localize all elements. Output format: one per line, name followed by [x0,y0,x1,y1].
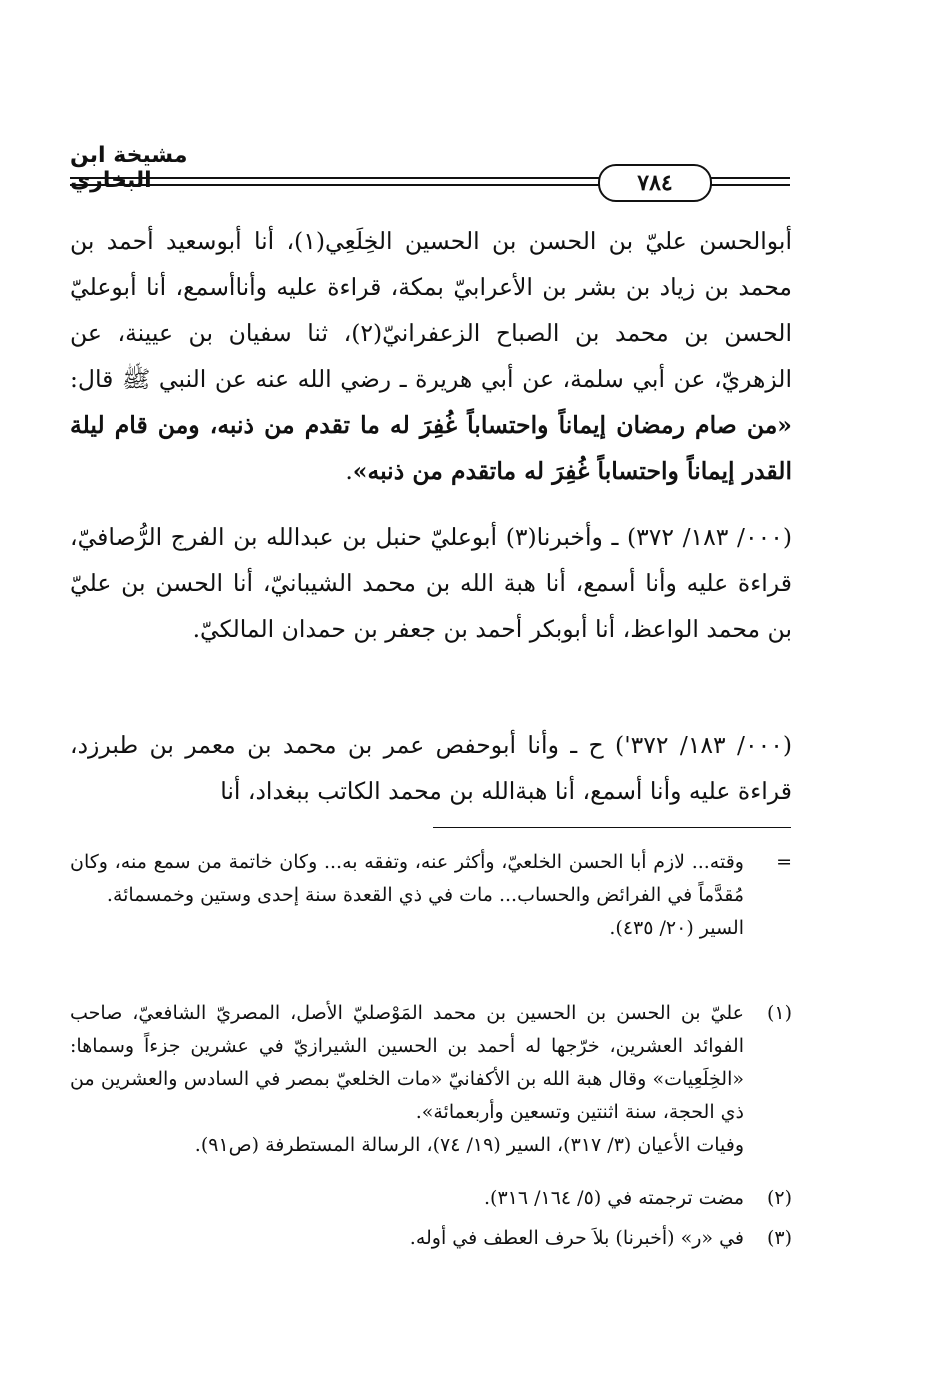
page-number: ٧٨٤ [598,164,712,202]
footnote-body [70,846,744,945]
footnote-marker: (١) [766,1002,792,1024]
paragraph-3: (٠٠٠/ ١٨٣/ ٣٧٢') ح ـ وأنا أبوحفص عمر بن محمد بن معمر بن طبرزد، قراءة عليه وأنا أسمع، أنا هبةالله بن محمد الكاتب ببغداد، أنا [70,731,792,805]
footnote-marker: (٢) [766,1187,792,1209]
paragraph-2: (٠٠٠/ ١٨٣/ ٣٧٢) ـ وأخبرنا(٣) أبوعليّ حنبل بن عبدالله بن الفرج الرُّصافيّ، قراءة عليه وأنا أسمع، أنا هبة الله بن محمد الشيبانيّ، أنا الحسن بن عليّ بن محمد الواعظ، أنا أبوبكر أحمد بن جعفر بن حمدان المالكيّ. [70,523,793,643]
footnote-2 [70,1182,792,1215]
footnote-1 [70,997,792,1162]
paragraph-1-end: . [345,457,353,485]
footnote-text: في «ر» (أخبرنا) بلاَ حرف العطف في أوله. [409,1227,744,1249]
footnote-separator [433,827,791,828]
footnote-continued [70,846,792,945]
footnote-marker: (٣) [766,1227,792,1249]
footnote-text: وقته... لازم أبا الحسن الخلعيّ، وأكثر عنه، وتفقه به... وكان خاتمة من سمع منه، وكان مُقدَّماً في الفرائض والحساب... مات في ذي القعدة سنة إحدى وستين وخمسمائة. [70,851,744,906]
paragraph-1 [70,218,792,494]
footnote-marker: = [776,851,792,873]
footnote-body [70,997,744,1162]
paragraph-1-text: أبوالحسن عليّ بن الحسن بن الحسين الخِلَعِي(١)، أنا أبوسعيد أحمد بن محمد بن زياد بن بشر بن الأعرابيّ بمكة، قراءة عليه وأناأسمع، أنا أبوعليّ الحسن بن محمد بن الصباح الزعفرانيّ(٢)، ثنا سفيان بن عيينة، عن الزهريّ، عن أبي سلمة، عن أبي هريرة ـ رضي الله عنه عن النبي ﷺ قال: [70,227,792,393]
footnote-3 [70,1222,792,1255]
footnote-source: السير (٢٠/ ٤٣٥). [609,917,744,939]
footnote-text: مضت ترجمته في (٥/ ١٦٤/ ٣١٦). [483,1187,744,1209]
running-header-title: مشيخة ابن البخاري [70,143,188,193]
footnote-source: وفيات الأعيان (٣/ ٣١٧)، السير (١٩/ ٧٤)، الرسالة المستطرفة (ص٩١). [194,1134,744,1156]
hadith-text: «من صام رمضان إيماناً واحتساباً غُفِرَ له ما تقدم من ذنبه، ومن قام ليلة القدر إيماناً واحتساباً غُفِرَ له ماتقدم من ذنبه» [70,411,792,485]
footnote-text: عليّ بن الحسن بن الحسين بن محمد المَوْصليّ الأصل، المصريّ الشافعيّ، صاحب الفوائد العشرين، خرّجها له أحمد بن الحسين الشيرازيّ في عشرين جزءاً وسماها: «الخِلَعِيات» وقال هبة الله بن الأكفانيّ «مات الخلعيّ بمصر في السادس والعشرين من ذي الحجة، سنة اثنتين وتسعين وأربعمائة». [70,1002,744,1123]
